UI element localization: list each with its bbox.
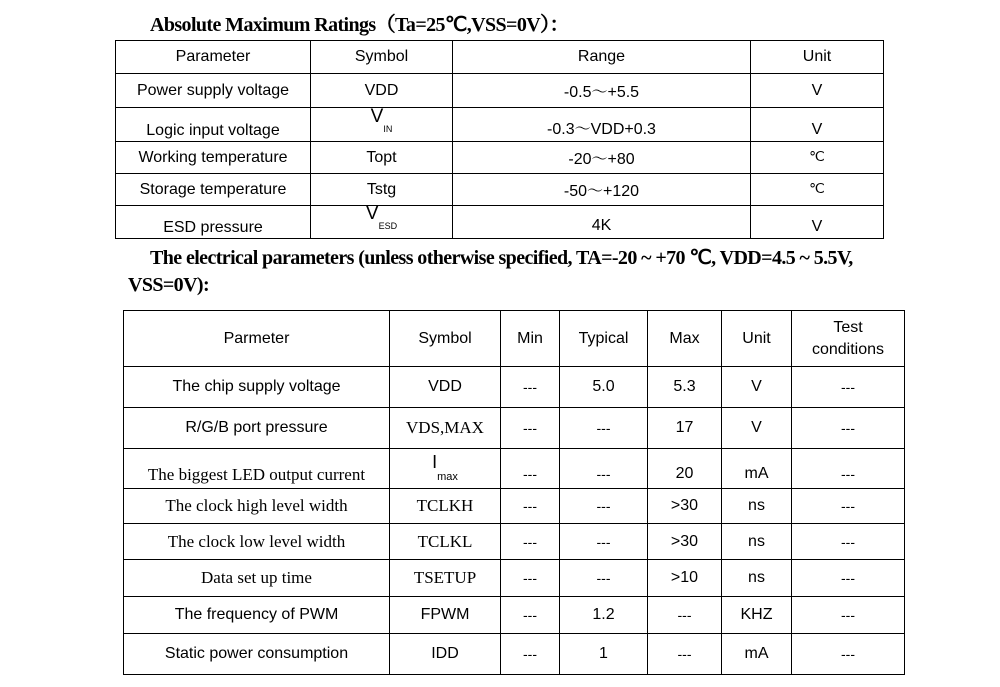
- unit-cell: ns: [722, 489, 792, 524]
- typical-cell: ---: [560, 489, 648, 524]
- range-cell: -50～+120: [453, 174, 751, 206]
- unit-cell: ℃: [751, 174, 884, 206]
- unit-cell: mA: [722, 449, 792, 489]
- min-cell: ---: [501, 597, 560, 634]
- symbol-subscript: IN: [383, 123, 393, 134]
- typical-cell: 1.2: [560, 597, 648, 634]
- header-typical: Typical: [560, 311, 648, 367]
- symbol-cell: Tstg: [311, 174, 453, 206]
- abs-max-title: Absolute Maximum Ratings（Ta=25℃,VSS=0V）：: [150, 14, 569, 36]
- min-cell: ---: [501, 634, 560, 675]
- electrical-table: [123, 310, 905, 675]
- header-parameter: Parmeter: [124, 311, 390, 367]
- param-cell: The biggest LED output current: [124, 449, 390, 489]
- symbol-main: V: [365, 203, 379, 224]
- min-cell: ---: [501, 449, 560, 489]
- symbol-main: I: [432, 452, 438, 472]
- table-row: [124, 449, 905, 489]
- table-row: [124, 634, 905, 675]
- symbol-cell: TSETUP: [390, 560, 501, 597]
- symbol-cell: [311, 203, 453, 239]
- min-cell: ---: [501, 367, 560, 408]
- param-cell: Working temperature: [116, 142, 311, 174]
- condition-cell: ---: [792, 408, 905, 449]
- table-row: [116, 174, 884, 206]
- electrical-title-line1: The electrical parameters (unless otherwise specified, TA=-20 ~ +70 ℃, VDD=4.5 ~ 5.5V,: [150, 247, 853, 269]
- param-cell: Static power consumption: [124, 634, 390, 675]
- symbol-cell: VDD: [311, 74, 453, 108]
- abs-max-table: [115, 40, 884, 239]
- header-test-conditions: Test conditions: [792, 311, 905, 367]
- max-cell: 5.3: [648, 367, 722, 408]
- param-cell: Data set up time: [124, 560, 390, 597]
- range-cell: -0.3～VDD+0.3: [453, 108, 751, 142]
- param-cell: The clock high level width: [124, 489, 390, 524]
- table-row: [124, 597, 905, 634]
- symbol-cell: TCLKH: [390, 489, 501, 524]
- condition-cell: ---: [792, 634, 905, 675]
- symbol-cell: [311, 105, 453, 142]
- unit-cell: V: [751, 74, 884, 108]
- symbol-cell: VDS,MAX: [390, 408, 501, 449]
- unit-cell: ns: [722, 560, 792, 597]
- min-cell: ---: [501, 560, 560, 597]
- max-cell: ---: [648, 634, 722, 675]
- header-symbol: Symbol: [311, 41, 453, 74]
- header-range: Range: [453, 41, 751, 74]
- header-unit: Unit: [722, 311, 792, 367]
- condition-cell: ---: [792, 524, 905, 560]
- unit-cell: ℃: [751, 142, 884, 174]
- param-cell: R/G/B port pressure: [124, 408, 390, 449]
- typical-cell: 5.0: [560, 367, 648, 408]
- symbol-cell: VDD: [390, 367, 501, 408]
- electrical-header-row: [124, 311, 905, 367]
- electrical-title: [128, 245, 908, 299]
- unit-cell: V: [722, 367, 792, 408]
- symbol-cell: IDD: [390, 634, 501, 675]
- condition-cell: ---: [792, 367, 905, 408]
- param-cell: The frequency of PWM: [124, 597, 390, 634]
- table-row: [116, 206, 884, 239]
- min-cell: ---: [501, 489, 560, 524]
- symbol-main: V: [370, 105, 384, 127]
- table-row: [124, 367, 905, 408]
- header-symbol: Symbol: [390, 311, 501, 367]
- table-row: [124, 408, 905, 449]
- symbol-subscript: ESD: [378, 221, 398, 231]
- symbol-subscript: max: [437, 471, 458, 483]
- min-cell: ---: [501, 524, 560, 560]
- table-row: [124, 560, 905, 597]
- header-parameter: Parameter: [116, 41, 311, 74]
- symbol-cell: Topt: [311, 142, 453, 174]
- typical-cell: ---: [560, 560, 648, 597]
- unit-cell: KHZ: [722, 597, 792, 634]
- unit-cell: ns: [722, 524, 792, 560]
- condition-cell: ---: [792, 449, 905, 489]
- param-cell: Storage temperature: [116, 174, 311, 206]
- table-row: [116, 142, 884, 174]
- param-cell: Power supply voltage: [116, 74, 311, 108]
- typical-cell: ---: [560, 408, 648, 449]
- abs-max-header-row: [116, 41, 884, 74]
- unit-cell: V: [722, 408, 792, 449]
- table-row: [116, 74, 884, 108]
- unit-cell: V: [751, 206, 884, 239]
- electrical-title-line2: VSS=0V):: [128, 274, 210, 296]
- min-cell: ---: [501, 408, 560, 449]
- symbol-cell: FPWM: [390, 597, 501, 634]
- unit-cell: mA: [722, 634, 792, 675]
- table-row: [116, 108, 884, 142]
- header-unit: Unit: [751, 41, 884, 74]
- range-cell: -20～+80: [453, 142, 751, 174]
- max-cell: 20: [648, 449, 722, 489]
- typical-cell: 1: [560, 634, 648, 675]
- param-cell: The clock low level width: [124, 524, 390, 560]
- table-row: [124, 524, 905, 560]
- table-row: [124, 489, 905, 524]
- symbol-cell: TCLKL: [390, 524, 501, 560]
- max-cell: >30: [648, 524, 722, 560]
- symbol-cell: [390, 449, 501, 489]
- param-cell: The chip supply voltage: [124, 367, 390, 408]
- condition-cell: ---: [792, 560, 905, 597]
- typical-cell: ---: [560, 524, 648, 560]
- max-cell: ---: [648, 597, 722, 634]
- max-cell: >10: [648, 560, 722, 597]
- max-cell: >30: [648, 489, 722, 524]
- condition-cell: ---: [792, 597, 905, 634]
- max-cell: 17: [648, 408, 722, 449]
- header-min: Min: [501, 311, 560, 367]
- param-cell: ESD pressure: [116, 206, 311, 239]
- unit-cell: V: [751, 108, 884, 142]
- typical-cell: ---: [560, 449, 648, 489]
- header-max: Max: [648, 311, 722, 367]
- condition-cell: ---: [792, 489, 905, 524]
- range-cell: -0.5～+5.5: [453, 74, 751, 108]
- range-cell: 4K: [453, 206, 751, 239]
- param-cell: Logic input voltage: [116, 108, 311, 142]
